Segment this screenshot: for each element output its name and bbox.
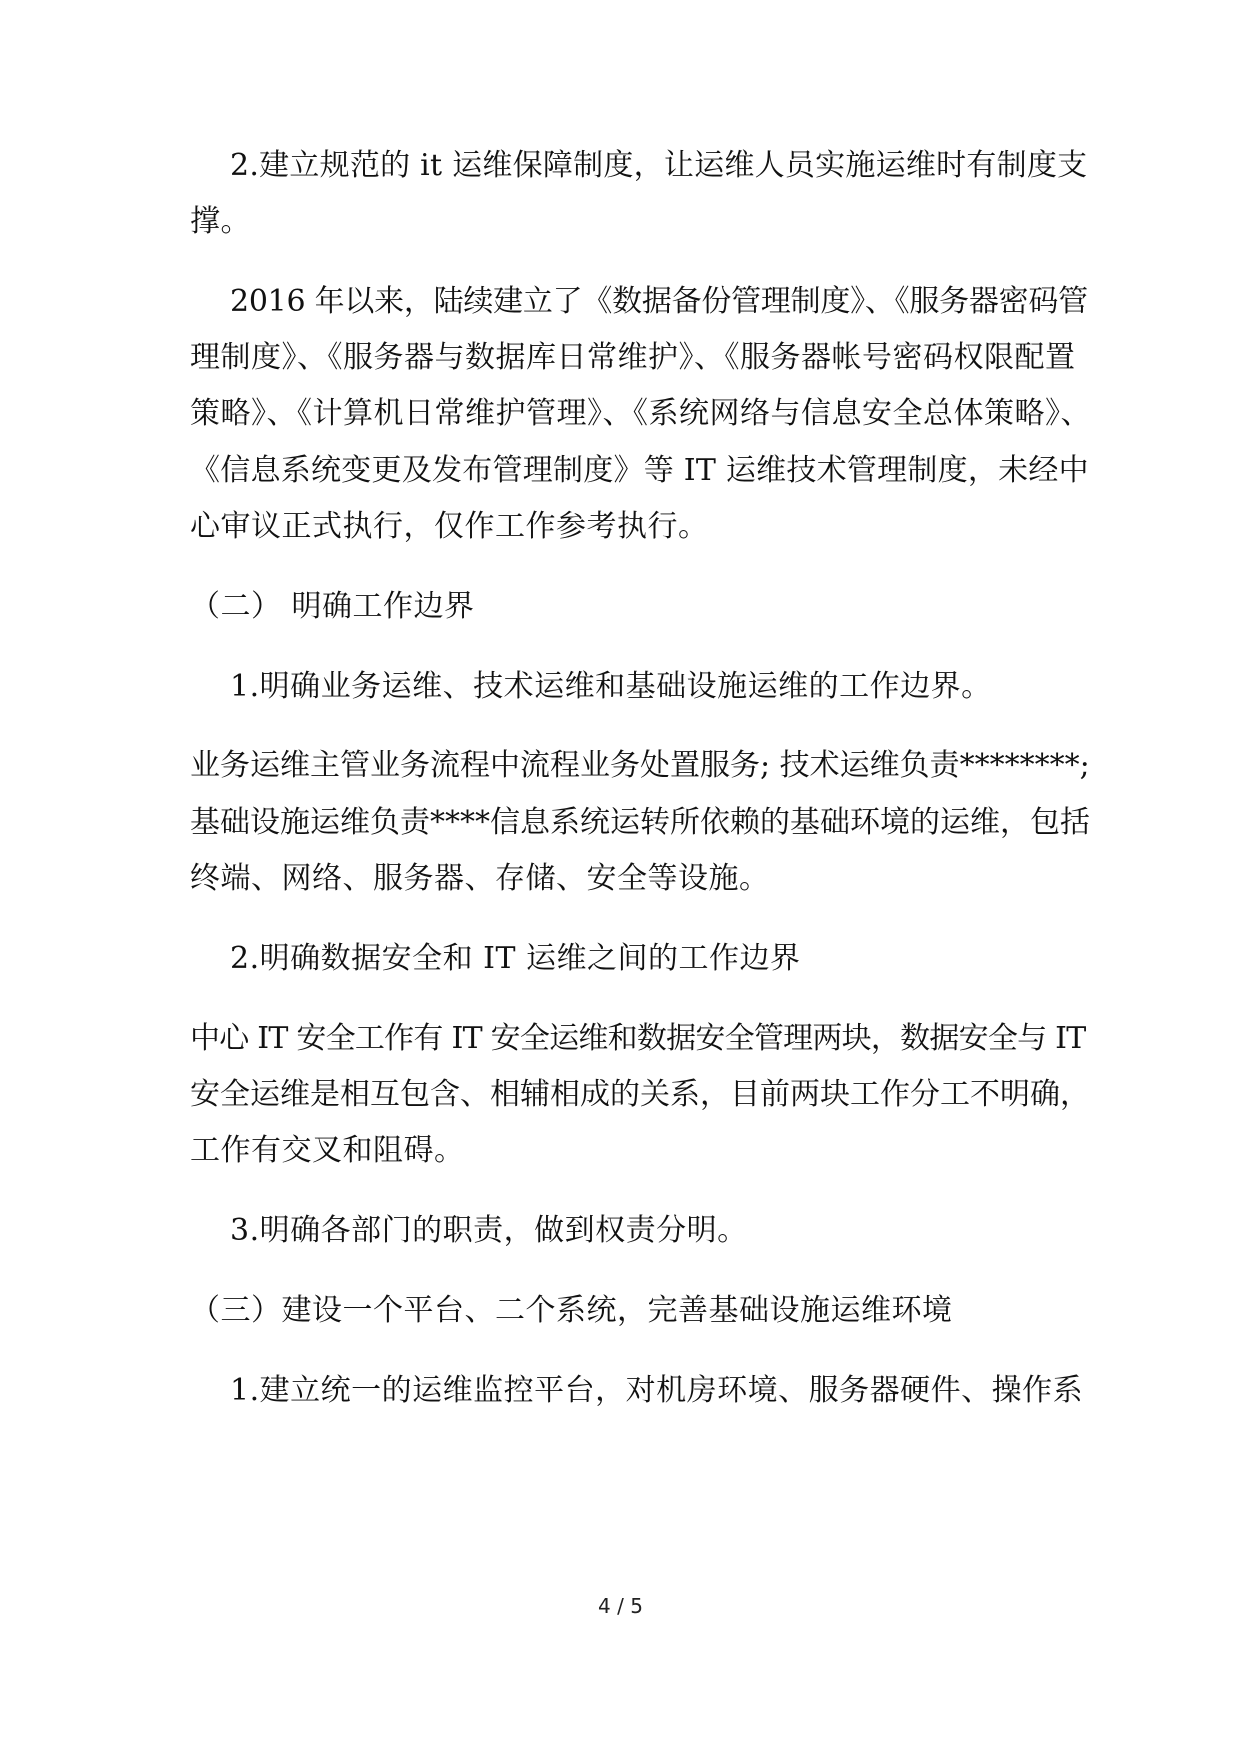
paragraph-line: 《信息系统变更及发布管理制度》等 IT 运维技术管理制度，未经中 [190,453,1089,488]
paragraph-line: 中心 IT 安全工作有 IT 安全运维和数据安全管理两块，数据安全与 IT [190,1021,1086,1056]
paragraph-line: 心审议正式执行，仅作工作参考执行。 [190,509,709,544]
section-heading: （三）建设一个平台、二个系统，完善基础设施运维环境 [190,1293,953,1328]
paragraph-line: 撑。 [190,204,251,239]
paragraph-line: 理制度》、《服务器与数据库日常维护》、《服务器帐号密码权限配置 [190,340,1076,375]
subheading: 1.建立统一的运维监控平台，对机房环境、服务器硬件、操作系 [230,1373,1084,1408]
paragraph-line: 策略》、《计算机日常维护管理》、《系统网络与信息安全总体策略》、 [190,396,1091,431]
paragraph-line: 工作有交叉和阻碍。 [190,1133,465,1168]
paragraph-line: 基础设施运维负责****信息系统运转所依赖的基础环境的运维，包括 [190,805,1090,840]
subheading: 2.明确数据安全和 IT 运维之间的工作边界 [230,941,801,976]
page-number: 4 / 5 [598,1594,643,1618]
paragraph-line: 安全运维是相互包含、相辅相成的关系，目前两块工作分工不明确， [190,1077,1090,1112]
paragraph-line: 2016 年以来，陆续建立了《数据备份管理制度》、《服务器密码管 [230,284,1088,319]
section-heading: （二） 明确工作边界 [190,589,475,624]
subheading: 3.明确各部门的职责，做到权责分明。 [230,1213,748,1248]
paragraph-line: 2.建立规范的 it 运维保障制度，让运维人员实施运维时有制度支 [230,148,1088,183]
paragraph-line: 终端、网络、服务器、存储、安全等设施。 [190,861,770,896]
subheading: 1.明确业务运维、技术运维和基础设施运维的工作边界。 [230,669,992,704]
paragraph-line: 业务运维主管业务流程中流程业务处置服务; 技术运维负责********; [190,748,1090,783]
